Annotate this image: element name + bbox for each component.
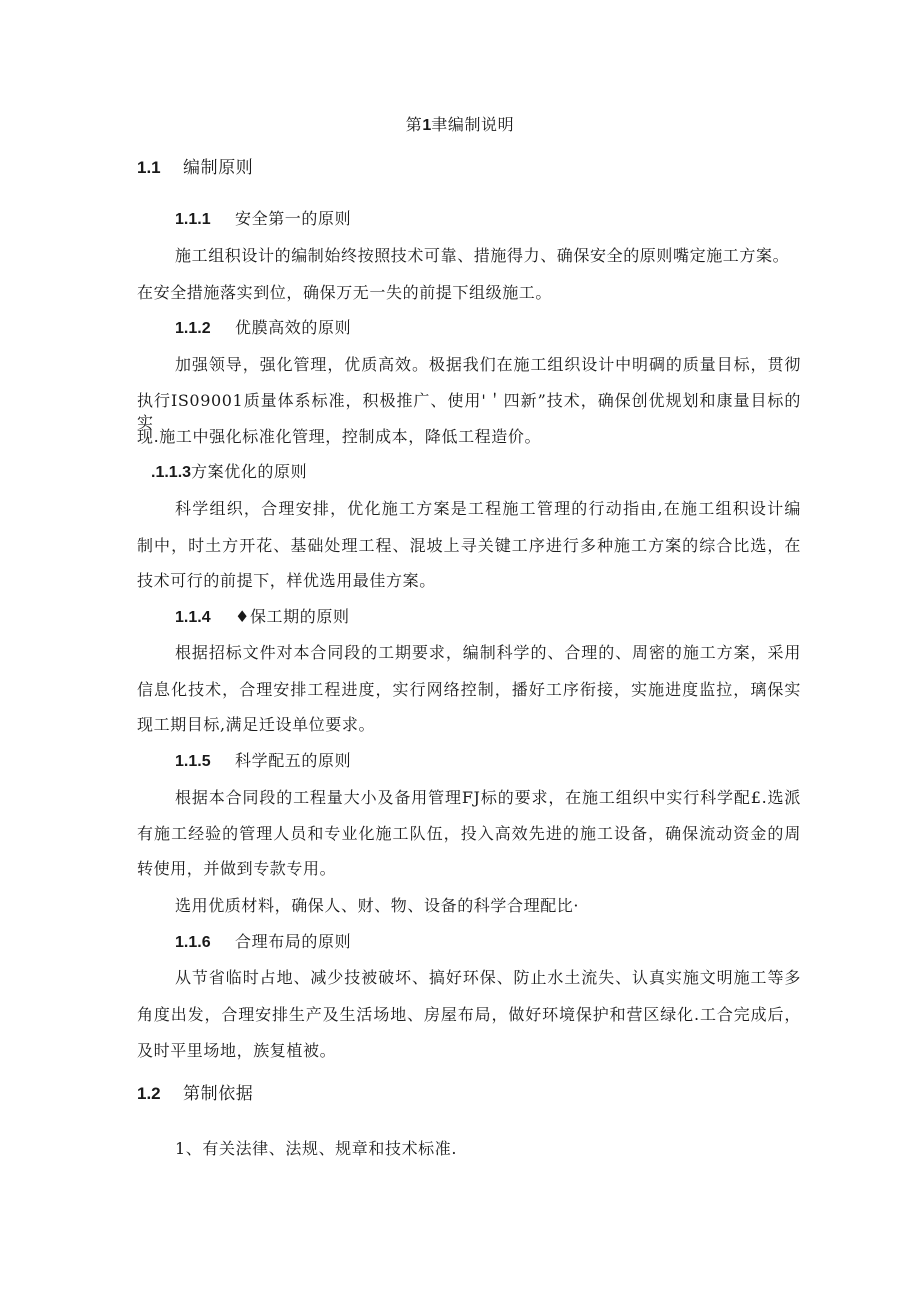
subsection-number: 1.1.6 [175, 934, 211, 951]
paragraph-line: 转使用，并做到专款专用。 [137, 859, 337, 878]
list-item: 1、有关法律、法规、规章和技术标准. [175, 1139, 458, 1158]
paragraph-line: 科学组织，合理安排，优化施工方案是工程施工管理的行动指由,在施工组积设计编 [175, 499, 801, 518]
paragraph-line: 技术可行的前提下，样优选用最佳方案。 [137, 571, 436, 590]
paragraph-line: 加强领导，强化管理，优质高效。极据我们在施工组织设计中明碉的质量目标，贯彻 [175, 355, 801, 374]
subsection-heading-1-1-1 [175, 208, 351, 231]
subsection-title: ♦保工期的原则 [235, 607, 350, 626]
subsection-heading-1-1-4 [175, 606, 350, 629]
chapter-title-text: 聿编制说明 [431, 115, 515, 134]
subsection-heading-1-1-2 [175, 317, 351, 340]
subsection-title: 优膜高效的原则 [235, 318, 352, 337]
subsection-title: 合理布局的原则 [235, 932, 352, 951]
section-number: 1.2 [137, 1084, 161, 1103]
subsection-heading-1-1-6 [175, 931, 351, 954]
subsection-number: .1.1.3 [151, 464, 192, 481]
subsection-title: 方案优化的原则 [191, 462, 308, 481]
paragraph-line: 从节省临时占地、减少技被破坏、搞好环保、防止水土流失、认真实施文明施工等多 [175, 968, 801, 987]
paragraph-line: 在安全措施落实到位，确保万无一失的前提下组级施工。 [137, 283, 553, 302]
subsection-number: 1.1.2 [175, 320, 211, 337]
paragraph-line: 及时平里场地，族复植被。 [137, 1041, 337, 1060]
paragraph-line: 有施工经验的管理人员和专业化施工队伍，投入高效先进的施工设备，确保流动资金的周 [137, 824, 801, 843]
paragraph-line: 信息化技术，合理安排工程进度，实行网络控制，播好工序衔接，实施进度监拉，璃保实 [137, 680, 801, 699]
paragraph-line: 根据招标文件对本合同段的工期要求，编制科学的、合理的、周密的施工方案，采用 [175, 643, 801, 662]
chapter-title-prefix: 第 [405, 115, 423, 134]
paragraph-line: 现.施工中强化标准化管理，控制成本，降低工程造价。 [137, 427, 542, 446]
subsection-heading-1-1-5 [175, 750, 351, 773]
chapter-title [0, 114, 920, 137]
section-heading-1-1 [137, 157, 253, 179]
section-heading-1-2 [137, 1083, 253, 1105]
chapter-number: 1 [422, 117, 432, 134]
subsection-number: 1.1.5 [175, 753, 211, 770]
paragraph-line: 角度出发，合理安排生产及生活场地、房屋布局，做好环境保护和营区绿化.工合完成后， [137, 1005, 801, 1024]
section-title: 编制原则 [183, 158, 254, 178]
subsection-title: 科学配五的原则 [235, 751, 352, 770]
section-number: 1.1 [137, 158, 161, 177]
paragraph-line: 现工期目标,满足迁设单位要求。 [137, 715, 376, 734]
paragraph-line: 根据本合同段的工程量大小及备用管理FJ标的要求，在施工组织中实行科学配£.选派 [175, 788, 801, 807]
subsection-number: 1.1.1 [175, 211, 211, 228]
paragraph-line: 选用优质材料，确保人、财、物、设备的科学合理配比· [175, 896, 580, 915]
paragraph-line: 施工组积设计的编制始终按照技术可靠、措施得力、确保安全的原则嘴定施工方案。 [175, 246, 790, 265]
paragraph-line: 制中，时土方开花、基础处理工程、混坡上寻关键工序进行多种施工方案的综合比选，在 [137, 536, 801, 555]
section-title: 第制依据 [183, 1084, 254, 1104]
subsection-number: 1.1.4 [175, 609, 211, 626]
subsection-title: 安全第一的原则 [235, 209, 352, 228]
paragraph-line: 执行IS09001质量体系标准，积极推广、使用'＇四新”技术，确保创优规划和康量目标的实 [137, 391, 801, 432]
subsection-heading-1-1-3 [151, 461, 307, 484]
